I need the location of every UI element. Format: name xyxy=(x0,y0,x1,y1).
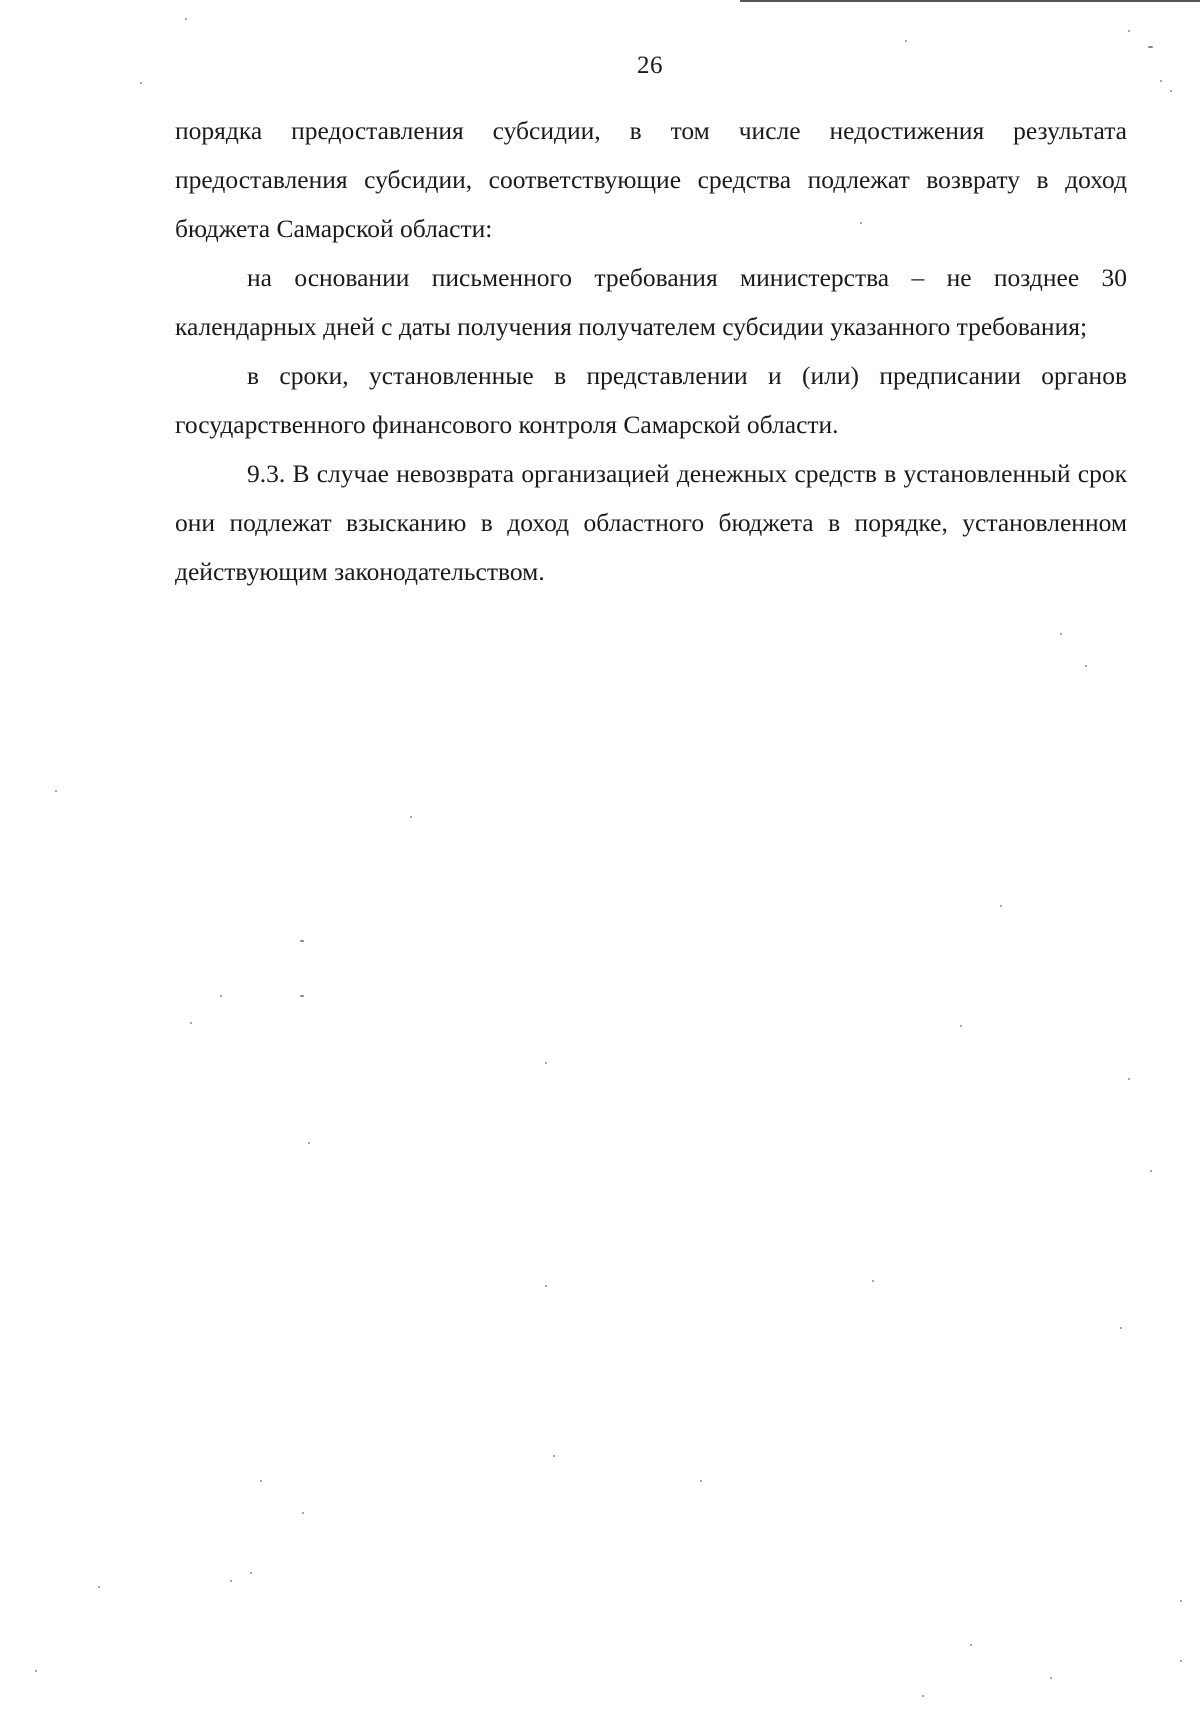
scan-speck xyxy=(302,1512,304,1514)
paragraph-written-demand: на основании письменного требования министерства – не позднее 30 календарных дней с даты получения получателем субсидии указанного требования; xyxy=(175,263,1127,341)
scan-speck xyxy=(308,1142,310,1144)
scan-speck xyxy=(1180,1660,1182,1662)
scan-speck xyxy=(140,82,142,84)
scan-speck xyxy=(185,18,187,20)
scan-speck xyxy=(1128,1078,1130,1080)
scan-speck xyxy=(922,1695,924,1697)
scan-edge-line xyxy=(740,0,1200,2)
scan-speck xyxy=(1160,80,1162,82)
scan-speck xyxy=(1085,665,1087,667)
scan-speck xyxy=(545,1062,547,1064)
scan-speck xyxy=(230,1580,232,1582)
scan-speck xyxy=(1180,1600,1182,1602)
paragraph-control-bodies: в сроки, установленные в представлении и (или) предписании органов государственного финансового контроля Самарской области. xyxy=(175,361,1127,439)
scan-speck xyxy=(300,940,304,942)
scan-speck xyxy=(410,816,412,818)
scan-speck xyxy=(1148,46,1153,48)
body-text xyxy=(175,106,1127,596)
scan-speck xyxy=(98,1586,100,1588)
scan-speck xyxy=(960,1025,962,1027)
scan-speck xyxy=(860,222,862,224)
scan-speck xyxy=(700,1480,702,1482)
scan-speck xyxy=(872,1280,874,1282)
scan-speck xyxy=(553,1455,555,1457)
scan-speck xyxy=(970,1644,972,1646)
scan-speck xyxy=(1120,1327,1122,1329)
scan-speck xyxy=(1170,90,1172,92)
scan-speck xyxy=(1060,633,1062,635)
scan-speck xyxy=(300,995,304,997)
scan-speck xyxy=(55,790,57,792)
scan-speck xyxy=(220,995,222,997)
scan-speck xyxy=(250,1572,252,1574)
scan-speck xyxy=(905,40,907,42)
scan-speck xyxy=(190,1022,192,1024)
scan-speck xyxy=(35,1670,37,1672)
scan-speck xyxy=(1150,1170,1152,1172)
scan-speck xyxy=(1000,905,1002,907)
scan-speck xyxy=(260,1480,262,1482)
paragraph-continuation: порядка предоставления субсидии, в том числе недостижения результата предоставления субсидии, соответствующие средства подлежат возврату в доход бюджета Самарской области: xyxy=(175,116,1127,243)
scan-speck xyxy=(545,1285,547,1287)
paragraph-9-3: 9.3. В случае невозврата организацией денежных средств в установленный срок они подлежат взысканию в доход областного бюджета в порядке, установленном действующим законодательством. xyxy=(175,459,1127,586)
scan-speck xyxy=(1050,1677,1052,1679)
page-number: 26 xyxy=(637,52,663,79)
scan-speck xyxy=(1128,30,1130,32)
